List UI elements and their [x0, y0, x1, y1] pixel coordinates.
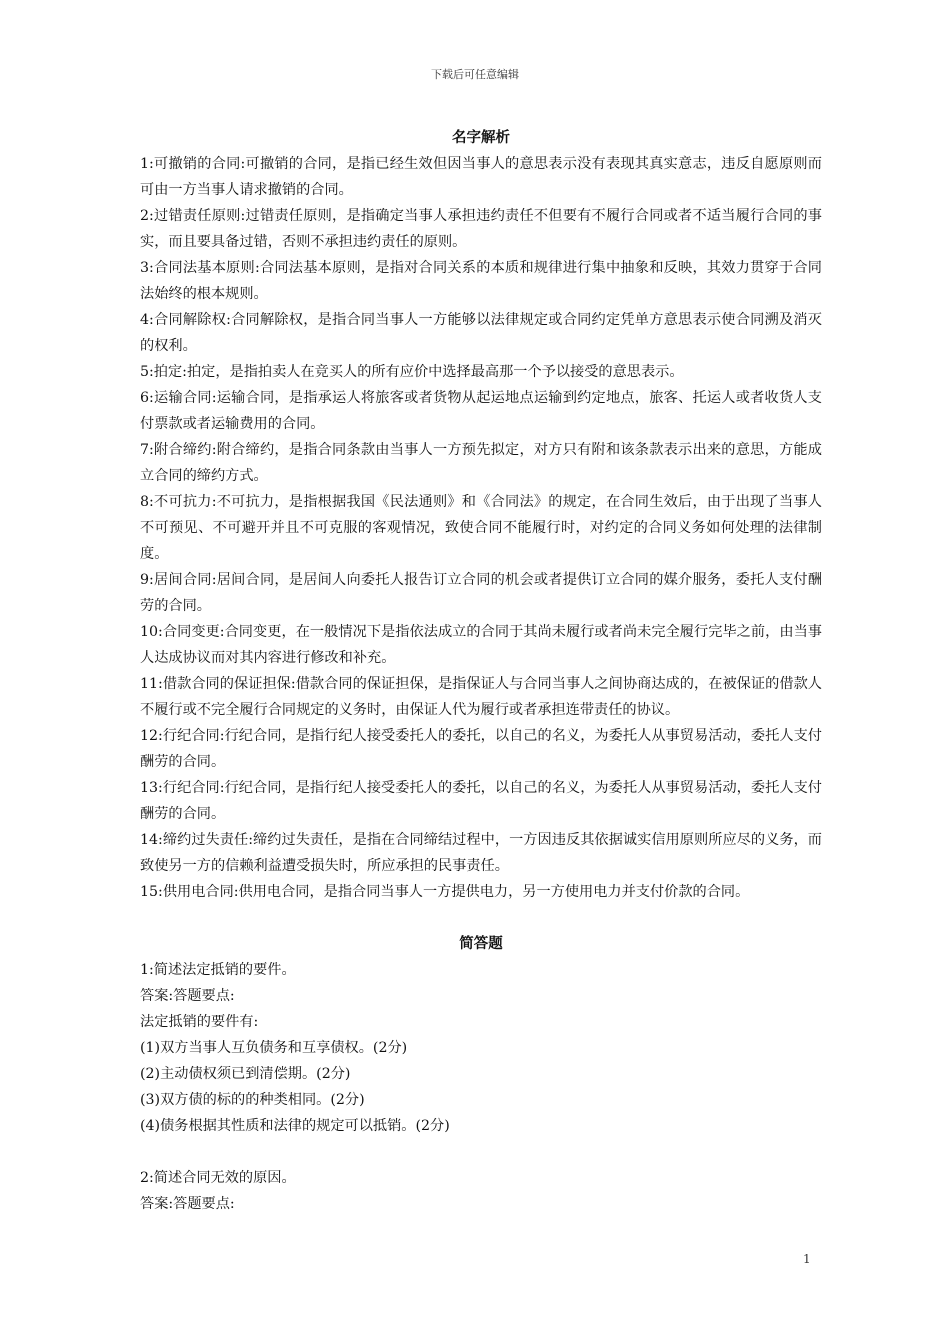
question-text: 1:简述法定抵销的要件。 — [140, 962, 296, 978]
section-title-short-answer: 简答题 — [459, 935, 503, 952]
definition-item: 13:行纪合同:行纪合同，是指行纪人接受委托人的委托，以自己的名义，为委托人从事贸易活动，委托人支付酬劳的合同。 — [140, 780, 822, 822]
question-text: 2:简述合同无效的原因。 — [140, 1170, 296, 1186]
answer-point: (3)双方债的标的的种类相同。(2分) — [140, 1092, 365, 1108]
definition-item: 7:附合缔约:附合缔约，是指合同条款由当事人一方预先拟定，对方只有附和该条款表示出来的意思，方能成立合同的缔约方式。 — [140, 442, 822, 484]
answer-label: 答案:答题要点: — [140, 1196, 235, 1212]
section-spacer — [140, 905, 822, 931]
definitions-list — [140, 151, 822, 905]
definition-item: 2:过错责任原则:过错责任原则，是指确定当事人承担违约责任不但要有不履行合同或者不适当履行合同的事实，而且要具备过错，否则不承担违约责任的原则。 — [140, 208, 822, 250]
question-2 — [140, 1165, 822, 1217]
question-1 — [140, 957, 822, 1139]
definition-item: 14:缔约过失责任:缔约过失责任，是指在合同缔结过程中，一方因违反其依据诚实信用原则所应尽的义务，而致使另一方的信赖利益遭受损失时，所应承担的民事责任。 — [140, 832, 822, 874]
document-body — [140, 125, 822, 1217]
definition-item: 1:可撤销的合同:可撤销的合同，是指已经生效但因当事人的意思表示没有表现其真实意志，违反自愿原则而可由一方当事人请求撤销的合同。 — [140, 156, 822, 198]
definition-item: 9:居间合同:居间合同，是居间人向委托人报告订立合同的机会或者提供订立合同的媒介服务，委托人支付酬劳的合同。 — [140, 572, 822, 614]
section-title-definitions: 名字解析 — [452, 129, 510, 146]
definition-item: 11:借款合同的保证担保:借款合同的保证担保，是指保证人与合同当事人之间协商达成的，在被保证的借款人不履行或不完全履行合同规定的义务时，由保证人代为履行或者承担连带责任的协议。 — [140, 676, 822, 718]
question-spacer — [140, 1139, 822, 1165]
answer-point: (1)双方当事人互负债务和互享债权。(2分) — [140, 1040, 408, 1056]
definition-item: 6:运输合同:运输合同，是指承运人将旅客或者货物从起运地点运输到约定地点，旅客、托运人或者收货人支付票款或者运输费用的合同。 — [140, 390, 822, 432]
answer-label: 答案:答题要点: — [140, 988, 235, 1004]
answer-point: (4)债务根据其性质和法律的规定可以抵销。(2分) — [140, 1118, 450, 1134]
definition-item: 8:不可抗力:不可抗力，是指根据我国《民法通则》和《合同法》的规定，在合同生效后，由于出现了当事人不可预见、不可避开并且不可克服的客观情况，致使合同不能履行时，对约定的合同义务如何处理的法律制度。 — [140, 494, 822, 562]
page-number: 1 — [803, 1252, 811, 1266]
definition-item: 10:合同变更:合同变更，在一般情况下是指依法成立的合同于其尚未履行或者尚未完全履行完毕之前，由当事人达成协议而对其内容进行修改和补充。 — [140, 624, 822, 666]
definition-item: 3:合同法基本原则:合同法基本原则，是指对合同关系的本质和规律进行集中抽象和反映，其效力贯穿于合同法始终的根本规则。 — [140, 260, 822, 302]
definition-item: 5:拍定:拍定，是指拍卖人在竞买人的所有应价中选择最高那一个予以接受的意思表示。 — [140, 364, 684, 380]
answer-point: (2)主动债权须已到清偿期。(2分) — [140, 1066, 351, 1082]
definition-item: 4:合同解除权:合同解除权，是指合同当事人一方能够以法律规定或合同约定凭单方意思表示使合同溯及消灭的权利。 — [140, 312, 822, 354]
definition-item: 12:行纪合同:行纪合同，是指行纪人接受委托人的委托，以自己的名义，为委托人从事贸易活动，委托人支付酬劳的合同。 — [140, 728, 822, 770]
page-header: 下载后可任意编辑 — [431, 68, 519, 81]
definition-item: 15:供用电合同:供用电合同，是指合同当事人一方提供电力，另一方使用电力并支付价款的合同。 — [140, 884, 750, 900]
answer-intro: 法定抵销的要件有: — [140, 1014, 259, 1030]
